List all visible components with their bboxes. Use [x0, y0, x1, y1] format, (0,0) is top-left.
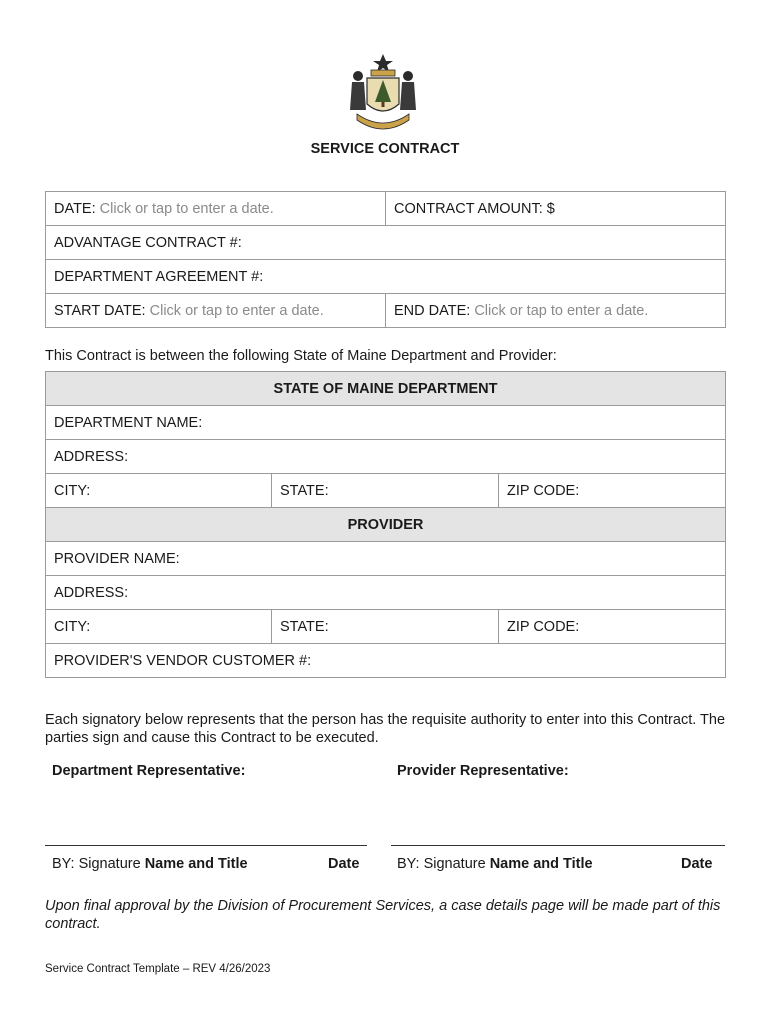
provider-state-field[interactable]: STATE:	[272, 610, 499, 644]
start-date-field[interactable]: START DATE: Click or tap to enter a date.	[46, 294, 386, 328]
department-by-label: BY: Signature Name and Title	[52, 856, 248, 872]
provider-vendor-field[interactable]: PROVIDER'S VENDOR CUSTOMER #:	[46, 644, 726, 678]
provider-by-label: BY: Signature Name and Title	[397, 856, 593, 872]
parties-table	[45, 371, 726, 678]
provider-signature-line[interactable]	[391, 845, 725, 846]
department-name-field[interactable]: DEPARTMENT NAME:	[46, 406, 726, 440]
footer-text: Service Contract Template – REV 4/26/2023	[45, 963, 271, 975]
department-signature-line[interactable]	[45, 845, 367, 846]
department-address-field[interactable]: ADDRESS:	[46, 440, 726, 474]
date-field[interactable]: DATE: Click or tap to enter a date.	[46, 192, 386, 226]
department-date-label: Date	[328, 856, 360, 872]
contract-amount-field[interactable]: CONTRACT AMOUNT: $	[386, 192, 726, 226]
end-date-field[interactable]: END DATE: Click or tap to enter a date.	[386, 294, 726, 328]
signatory-paragraph: Each signatory below represents that the person has the requisite authority to enter into this Contract. The parties sign and cause this Contract to be executed.	[45, 712, 726, 746]
document-title: SERVICE CONTRACT	[310, 141, 460, 157]
department-state-field[interactable]: STATE:	[272, 474, 499, 508]
approval-note: Upon final approval by the Division of Procurement Services, a case details page will be made part of this contract.	[45, 898, 721, 932]
department-zip-field[interactable]: ZIP CODE:	[499, 474, 726, 508]
provider-address-field[interactable]: ADDRESS:	[46, 576, 726, 610]
contract-info-table	[45, 191, 726, 328]
provider-heading: PROVIDER	[46, 508, 726, 542]
state-seal-icon	[345, 52, 421, 132]
provider-name-field[interactable]: PROVIDER NAME:	[46, 542, 726, 576]
provider-zip-field[interactable]: ZIP CODE:	[499, 610, 726, 644]
between-text: This Contract is between the following State of Maine Department and Provider:	[45, 348, 557, 364]
advantage-contract-field[interactable]: ADVANTAGE CONTRACT #:	[46, 226, 726, 260]
department-rep-label: Department Representative:	[52, 763, 246, 779]
provider-date-label: Date	[681, 856, 713, 872]
provider-rep-label: Provider Representative:	[397, 763, 569, 779]
department-heading: STATE OF MAINE DEPARTMENT	[46, 372, 726, 406]
department-agreement-field[interactable]: DEPARTMENT AGREEMENT #:	[46, 260, 726, 294]
provider-city-field[interactable]: CITY:	[46, 610, 272, 644]
date-placeholder[interactable]: Click or tap to enter a date.	[99, 200, 274, 217]
end-date-placeholder[interactable]: Click or tap to enter a date.	[474, 302, 649, 319]
start-date-placeholder[interactable]: Click or tap to enter a date.	[149, 302, 324, 319]
department-city-field[interactable]: CITY:	[46, 474, 272, 508]
